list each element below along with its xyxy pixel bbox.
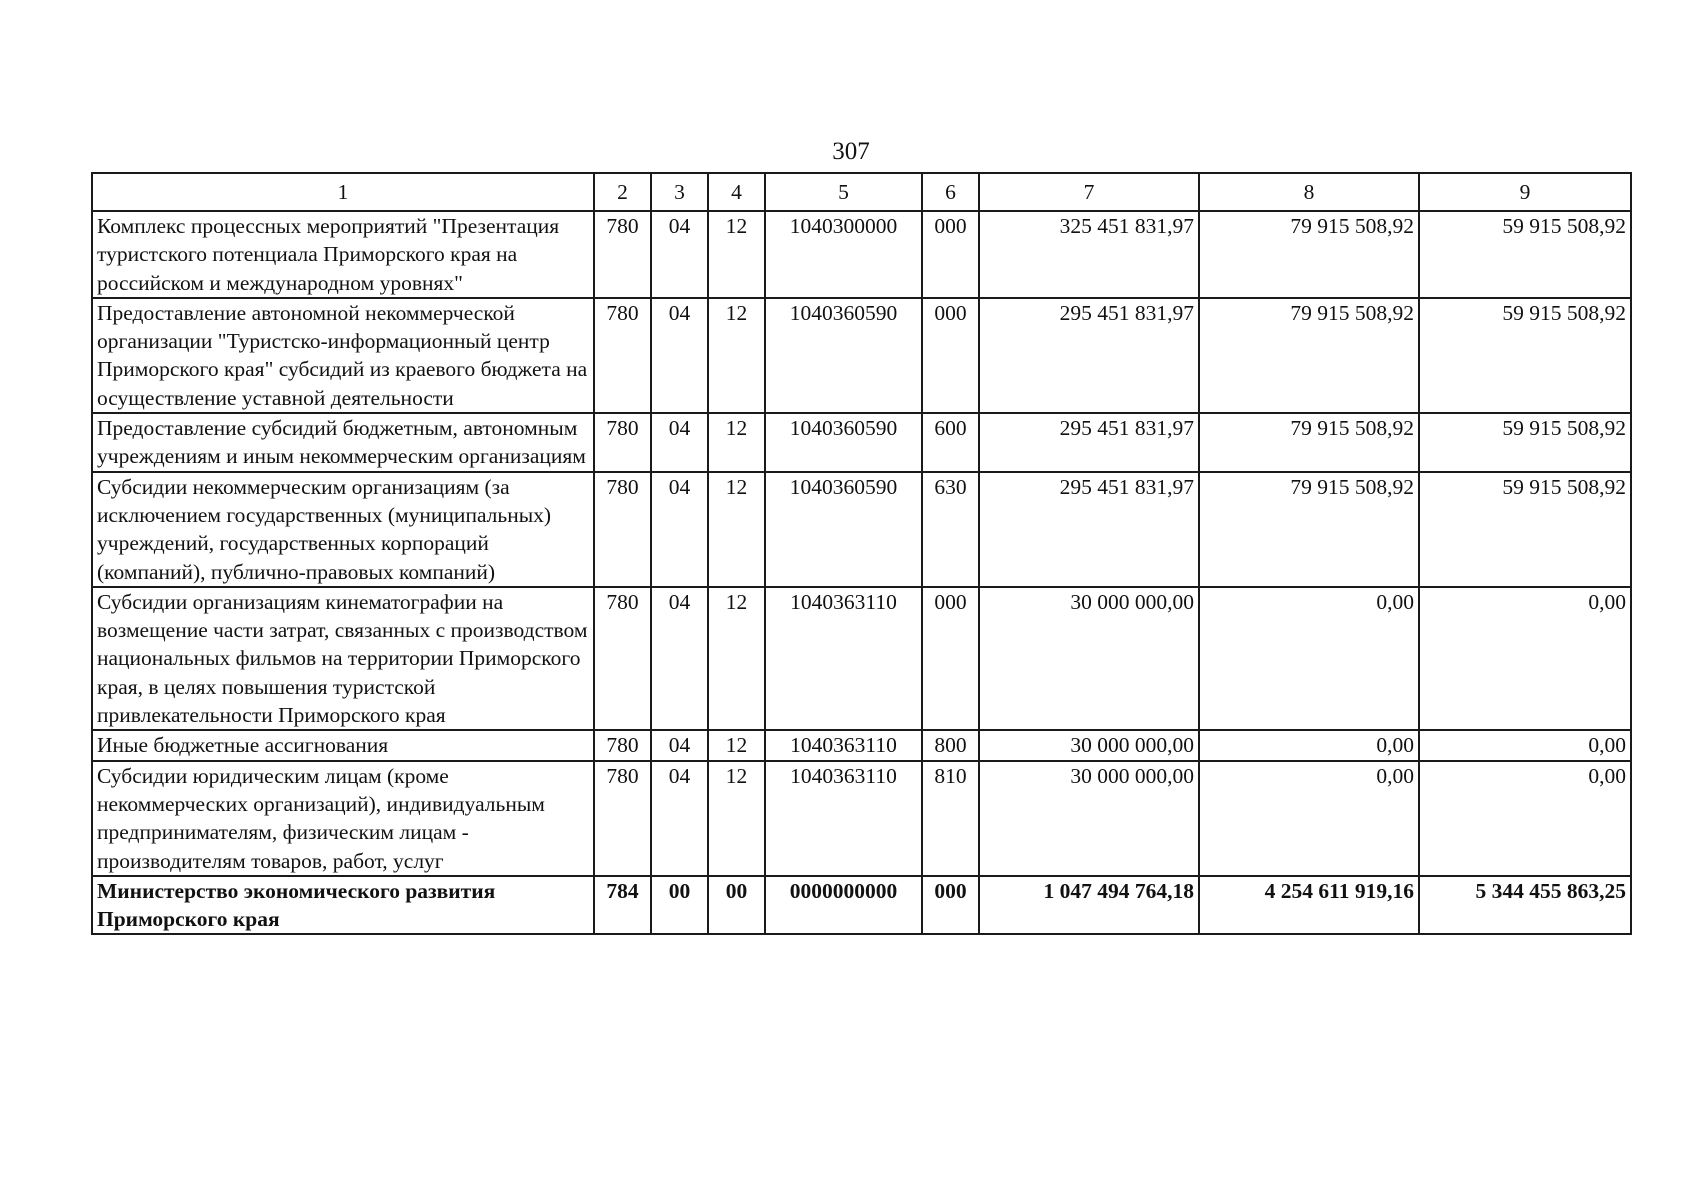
table-row [92, 298, 1631, 413]
amount-column-8: 0,00 [1199, 761, 1419, 876]
code-column-3: 04 [651, 587, 708, 730]
table-row [92, 211, 1631, 298]
code-column-3: 04 [651, 211, 708, 298]
column-header-6: 6 [922, 173, 979, 211]
amount-column-7: 295 451 831,97 [979, 413, 1199, 472]
code-column-2: 780 [594, 761, 651, 876]
column-header-9: 9 [1419, 173, 1631, 211]
code-column-6: 800 [922, 730, 979, 760]
code-column-5: 0000000000 [765, 876, 922, 935]
code-column-3: 04 [651, 413, 708, 472]
amount-column-8: 79 915 508,92 [1199, 472, 1419, 587]
amount-column-8: 79 915 508,92 [1199, 211, 1419, 298]
amount-column-8: 4 254 611 919,16 [1199, 876, 1419, 935]
code-column-3: 04 [651, 298, 708, 413]
header-row [92, 173, 1631, 211]
code-column-2: 780 [594, 413, 651, 472]
row-name: Субсидии организациям кинематографии на возмещение части затрат, связанных с производством национальных фильмов на территории Приморского края, в целях повышения туристской привлекательности Приморского края [92, 587, 594, 730]
amount-column-9: 0,00 [1419, 761, 1631, 876]
code-column-3: 04 [651, 472, 708, 587]
column-header-8: 8 [1199, 173, 1419, 211]
table-row [92, 472, 1631, 587]
code-column-3: 00 [651, 876, 708, 935]
row-name: Предоставление автономной некоммерческой организации "Туристско-информационный центр Приморского края" субсидий из краевого бюджета на осуществление уставной деятельности [92, 298, 594, 413]
code-column-2: 780 [594, 298, 651, 413]
amount-column-8: 0,00 [1199, 587, 1419, 730]
code-column-4: 12 [708, 298, 765, 413]
row-name: Субсидии некоммерческим организациям (за исключением государственных (муниципальных) учреждений, государственных корпораций (компаний), публично-правовых компаний) [92, 472, 594, 587]
code-column-5: 1040360590 [765, 413, 922, 472]
row-name: Министерство экономического развития Приморского края [92, 876, 594, 935]
code-column-2: 780 [594, 472, 651, 587]
column-header-7: 7 [979, 173, 1199, 211]
column-header-2: 2 [594, 173, 651, 211]
column-header-1: 1 [92, 173, 594, 211]
column-header-3: 3 [651, 173, 708, 211]
amount-column-9: 59 915 508,92 [1419, 211, 1631, 298]
code-column-4: 12 [708, 413, 765, 472]
amount-column-7: 295 451 831,97 [979, 298, 1199, 413]
budget-table [91, 172, 1632, 935]
table-row [92, 413, 1631, 472]
row-name: Предоставление субсидий бюджетным, автономным учреждениям и иным некоммерческим организациям [92, 413, 594, 472]
amount-column-7: 325 451 831,97 [979, 211, 1199, 298]
amount-column-8: 0,00 [1199, 730, 1419, 760]
code-column-2: 780 [594, 211, 651, 298]
amount-column-8: 79 915 508,92 [1199, 298, 1419, 413]
row-name: Комплекс процессных мероприятий "Презентация туристского потенциала Приморского края на российском и международном уровнях" [92, 211, 594, 298]
amount-column-9: 59 915 508,92 [1419, 298, 1631, 413]
code-column-2: 784 [594, 876, 651, 935]
column-header-5: 5 [765, 173, 922, 211]
amount-column-7: 295 451 831,97 [979, 472, 1199, 587]
code-column-5: 1040363110 [765, 730, 922, 760]
code-column-6: 000 [922, 298, 979, 413]
row-name: Субсидии юридическим лицам (кроме некоммерческих организаций), индивидуальным предпринимателям, физическим лицам - производителям товаров, работ, услуг [92, 761, 594, 876]
code-column-3: 04 [651, 730, 708, 760]
amount-column-8: 79 915 508,92 [1199, 413, 1419, 472]
amount-column-9: 59 915 508,92 [1419, 472, 1631, 587]
code-column-2: 780 [594, 730, 651, 760]
code-column-4: 12 [708, 730, 765, 760]
code-column-2: 780 [594, 587, 651, 730]
code-column-4: 12 [708, 211, 765, 298]
code-column-4: 12 [708, 472, 765, 587]
code-column-5: 1040360590 [765, 472, 922, 587]
amount-column-7: 30 000 000,00 [979, 587, 1199, 730]
row-name: Иные бюджетные ассигнования [92, 730, 594, 760]
code-column-6: 000 [922, 587, 979, 730]
table-row-total [92, 876, 1631, 935]
code-column-6: 600 [922, 413, 979, 472]
amount-column-9: 59 915 508,92 [1419, 413, 1631, 472]
amount-column-9: 0,00 [1419, 730, 1631, 760]
column-header-4: 4 [708, 173, 765, 211]
code-column-6: 630 [922, 472, 979, 587]
amount-column-9: 0,00 [1419, 587, 1631, 730]
code-column-6: 000 [922, 211, 979, 298]
table-row [92, 587, 1631, 730]
table-row [92, 761, 1631, 876]
amount-column-9: 5 344 455 863,25 [1419, 876, 1631, 935]
code-column-4: 00 [708, 876, 765, 935]
amount-column-7: 30 000 000,00 [979, 761, 1199, 876]
code-column-5: 1040363110 [765, 761, 922, 876]
code-column-4: 12 [708, 587, 765, 730]
code-column-6: 810 [922, 761, 979, 876]
code-column-4: 12 [708, 761, 765, 876]
amount-column-7: 1 047 494 764,18 [979, 876, 1199, 935]
code-column-5: 1040360590 [765, 298, 922, 413]
code-column-3: 04 [651, 761, 708, 876]
amount-column-7: 30 000 000,00 [979, 730, 1199, 760]
table-row [92, 730, 1631, 760]
code-column-5: 1040363110 [765, 587, 922, 730]
code-column-6: 000 [922, 876, 979, 935]
page-number: 307 [832, 138, 870, 165]
code-column-5: 1040300000 [765, 211, 922, 298]
